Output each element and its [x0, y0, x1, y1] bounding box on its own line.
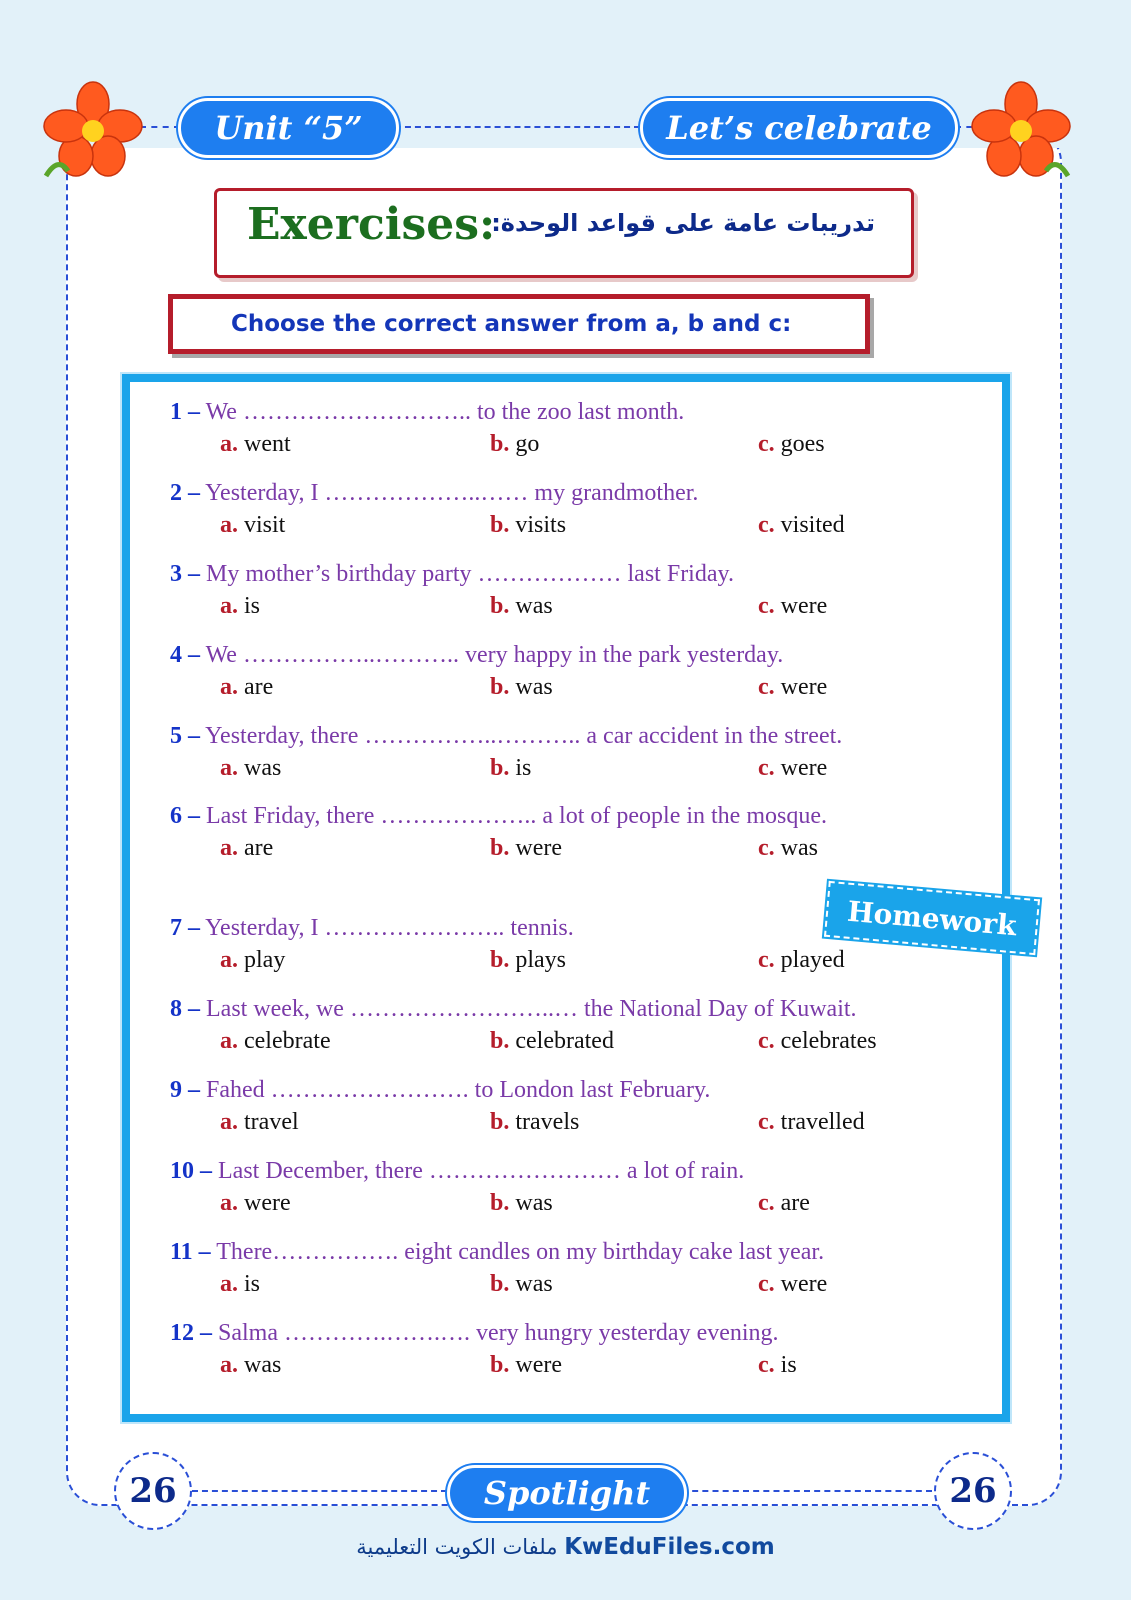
option-c[interactable] [758, 752, 827, 784]
option-letter: a. [220, 1190, 238, 1216]
option-letter: b. [490, 1109, 510, 1135]
answer-options [170, 428, 990, 460]
option-b[interactable] [490, 1187, 553, 1219]
option-text: travels [515, 1109, 580, 1135]
question-text: Yesterday, I ………………….. tennis. [200, 915, 574, 941]
option-letter: c. [758, 835, 775, 861]
question-text: We ……………………….. to the zoo last month. [200, 399, 685, 425]
option-a[interactable] [220, 1106, 299, 1138]
question-line [170, 639, 990, 671]
option-letter: c. [758, 1109, 775, 1135]
option-b[interactable] [490, 1349, 562, 1381]
question-number: 10 – [170, 1158, 212, 1184]
option-a[interactable] [220, 1187, 291, 1219]
option-a[interactable] [220, 944, 285, 976]
banner-title: Exercises: [247, 199, 496, 250]
option-letter: c. [758, 431, 775, 457]
option-letter: b. [490, 755, 510, 781]
question-item [170, 477, 990, 541]
option-letter: c. [758, 1271, 775, 1297]
option-b[interactable] [490, 1106, 579, 1138]
option-text: go [515, 431, 540, 457]
option-letter: a. [220, 947, 238, 973]
answer-options [170, 590, 990, 622]
footer-site-arabic: ملفات الكويت التعليمية [356, 1535, 558, 1559]
option-a[interactable] [220, 1268, 260, 1300]
unit-topic: Let’s celebrate [640, 98, 958, 158]
option-text: plays [515, 947, 567, 973]
option-c[interactable] [758, 509, 845, 541]
question-line [170, 477, 990, 509]
question-text: Yesterday, I ………………..…… my grandmother. [200, 480, 699, 506]
option-letter: c. [758, 1352, 775, 1378]
option-letter: b. [490, 1190, 510, 1216]
footer-divider-right [682, 1490, 932, 1492]
option-letter: c. [758, 512, 775, 538]
footer-site-link[interactable]: KwEduFiles.com [564, 1534, 775, 1560]
option-a[interactable] [220, 752, 281, 784]
option-text: are [244, 835, 274, 861]
option-c[interactable] [758, 1187, 810, 1219]
question-line [170, 720, 990, 752]
page-number-left: 26 [114, 1452, 192, 1530]
option-a[interactable] [220, 509, 285, 541]
option-text: goes [780, 431, 825, 457]
option-c[interactable] [758, 1106, 865, 1138]
question-item [170, 1155, 990, 1219]
option-a[interactable] [220, 1025, 331, 1057]
option-text: is [244, 1271, 261, 1297]
question-text: There……………. eight candles on my birthday cake last year. [210, 1239, 825, 1265]
question-line [170, 993, 990, 1025]
answer-options [170, 671, 990, 703]
option-text: were [515, 1352, 562, 1378]
option-text: was [515, 674, 553, 700]
question-item [170, 1317, 990, 1381]
option-a[interactable] [220, 1349, 281, 1381]
question-number: 12 – [170, 1320, 212, 1346]
option-a[interactable] [220, 671, 273, 703]
option-letter: c. [758, 1028, 775, 1054]
option-b[interactable] [490, 944, 566, 976]
option-letter: c. [758, 947, 775, 973]
option-text: visited [780, 512, 845, 538]
page-number-right: 26 [934, 1452, 1012, 1530]
option-letter: b. [490, 835, 510, 861]
question-number: 4 – [170, 642, 200, 668]
footer-divider-left [192, 1490, 447, 1492]
option-c[interactable] [758, 944, 845, 976]
answer-options [170, 832, 990, 864]
option-c[interactable] [758, 1268, 827, 1300]
option-letter: b. [490, 593, 510, 619]
option-text: is [515, 755, 532, 781]
option-b[interactable] [490, 509, 566, 541]
flower-icon [966, 76, 1076, 186]
option-letter: b. [490, 674, 510, 700]
option-a[interactable] [220, 428, 291, 460]
option-c[interactable] [758, 590, 827, 622]
instruction-box [168, 294, 870, 354]
answer-options [170, 509, 990, 541]
question-text: Last Friday, there ……………….. a lot of people in the mosque. [200, 803, 827, 829]
option-text: celebrated [515, 1028, 614, 1054]
option-letter: a. [220, 1109, 238, 1135]
answer-options [170, 1106, 990, 1138]
option-text: was [780, 835, 818, 861]
option-text: went [244, 431, 291, 457]
question-text: Fahed ……………………. to London last February. [200, 1077, 711, 1103]
option-text: visit [244, 512, 286, 538]
question-number: 1 – [170, 399, 200, 425]
instruction-text: Choose the correct answer from a, b and c: [231, 311, 792, 337]
option-text: are [244, 674, 274, 700]
option-letter: a. [220, 431, 238, 457]
option-b[interactable] [490, 671, 553, 703]
answer-options [170, 944, 990, 976]
option-letter: c. [758, 755, 775, 781]
question-text: Yesterday, there ……………..……….. a car accident in the street. [200, 723, 843, 749]
option-letter: a. [220, 835, 238, 861]
option-text: was [244, 1352, 282, 1378]
option-text: are [780, 1190, 810, 1216]
option-letter: c. [758, 593, 775, 619]
question-text: Salma ………….…….…. very hungry yesterday evening. [212, 1320, 779, 1346]
option-letter: b. [490, 512, 510, 538]
question-number: 8 – [170, 996, 200, 1022]
question-number: 5 – [170, 723, 200, 749]
answer-options [170, 752, 990, 784]
option-text: was [515, 1190, 553, 1216]
option-text: travelled [780, 1109, 865, 1135]
option-letter: b. [490, 1028, 510, 1054]
banner-arabic: تدريبات عامة على قواعد الوحدة: [491, 209, 875, 237]
option-a[interactable] [220, 832, 273, 864]
answer-options [170, 1187, 990, 1219]
question-line [170, 1236, 990, 1268]
option-letter: c. [758, 1190, 775, 1216]
answer-options [170, 1268, 990, 1300]
option-c[interactable] [758, 671, 827, 703]
footer-site [0, 1534, 1131, 1560]
question-number: 11 – [170, 1239, 211, 1265]
option-text: is [244, 593, 261, 619]
question-item [170, 1074, 990, 1138]
question-line [170, 800, 990, 832]
option-b[interactable] [490, 428, 539, 460]
question-item [170, 639, 990, 703]
question-item [170, 396, 990, 460]
flower-icon [38, 76, 148, 186]
question-item [170, 993, 990, 1057]
question-item [170, 720, 990, 784]
header-divider-middle [395, 126, 640, 128]
option-a[interactable] [220, 590, 260, 622]
option-letter: b. [490, 431, 510, 457]
option-text: is [780, 1352, 797, 1378]
option-text: play [244, 947, 286, 973]
option-text: travel [244, 1109, 299, 1135]
option-letter: a. [220, 755, 238, 781]
question-line [170, 1317, 990, 1349]
question-item [170, 558, 990, 622]
question-number: 2 – [170, 480, 200, 506]
option-text: were [515, 835, 562, 861]
option-letter: a. [220, 512, 238, 538]
option-letter: a. [220, 674, 238, 700]
question-text: Last December, there …………………… a lot of rain. [212, 1158, 745, 1184]
question-number: 6 – [170, 803, 200, 829]
option-letter: a. [220, 1352, 238, 1378]
option-text: celebrate [244, 1028, 331, 1054]
option-letter: c. [758, 674, 775, 700]
option-text: were [780, 593, 828, 619]
option-letter: a. [220, 1028, 238, 1054]
question-item [170, 1236, 990, 1300]
question-text: Last week, we ……………………..… the National Day of Kuwait. [200, 996, 857, 1022]
question-line [170, 1074, 990, 1106]
question-text: My mother’s birthday party ……………… last Friday. [200, 561, 734, 587]
option-text: was [244, 755, 282, 781]
option-b[interactable] [490, 1268, 553, 1300]
exercises-banner [214, 188, 914, 278]
book-name: Spotlight [447, 1465, 687, 1521]
option-letter: b. [490, 1271, 510, 1297]
option-c[interactable] [758, 428, 825, 460]
unit-label: Unit “5” [178, 98, 399, 158]
option-c[interactable] [758, 1025, 877, 1057]
option-letter: b. [490, 1352, 510, 1378]
option-text: were [780, 674, 828, 700]
option-text: celebrates [780, 1028, 877, 1054]
option-b[interactable] [490, 752, 531, 784]
option-letter: a. [220, 1271, 238, 1297]
question-number: 7 – [170, 915, 200, 941]
option-letter: b. [490, 947, 510, 973]
option-c[interactable] [758, 832, 818, 864]
question-line [170, 396, 990, 428]
option-b[interactable] [490, 590, 553, 622]
question-item [170, 800, 990, 864]
option-letter: a. [220, 593, 238, 619]
option-text: were [780, 755, 828, 781]
answer-options [170, 1025, 990, 1057]
question-number: 9 – [170, 1077, 200, 1103]
option-text: was [515, 593, 553, 619]
answer-options [170, 1349, 990, 1381]
question-number: 3 – [170, 561, 200, 587]
option-text: visits [515, 512, 567, 538]
homework-badge: Homework [824, 881, 1040, 955]
question-line [170, 558, 990, 590]
option-b[interactable] [490, 832, 562, 864]
option-text: was [515, 1271, 553, 1297]
option-text: played [780, 947, 845, 973]
option-text: were [780, 1271, 828, 1297]
question-text: We ……………..……….. very happy in the park yesterday. [200, 642, 784, 668]
option-c[interactable] [758, 1349, 797, 1381]
option-b[interactable] [490, 1025, 614, 1057]
question-line [170, 1155, 990, 1187]
option-text: were [244, 1190, 291, 1216]
